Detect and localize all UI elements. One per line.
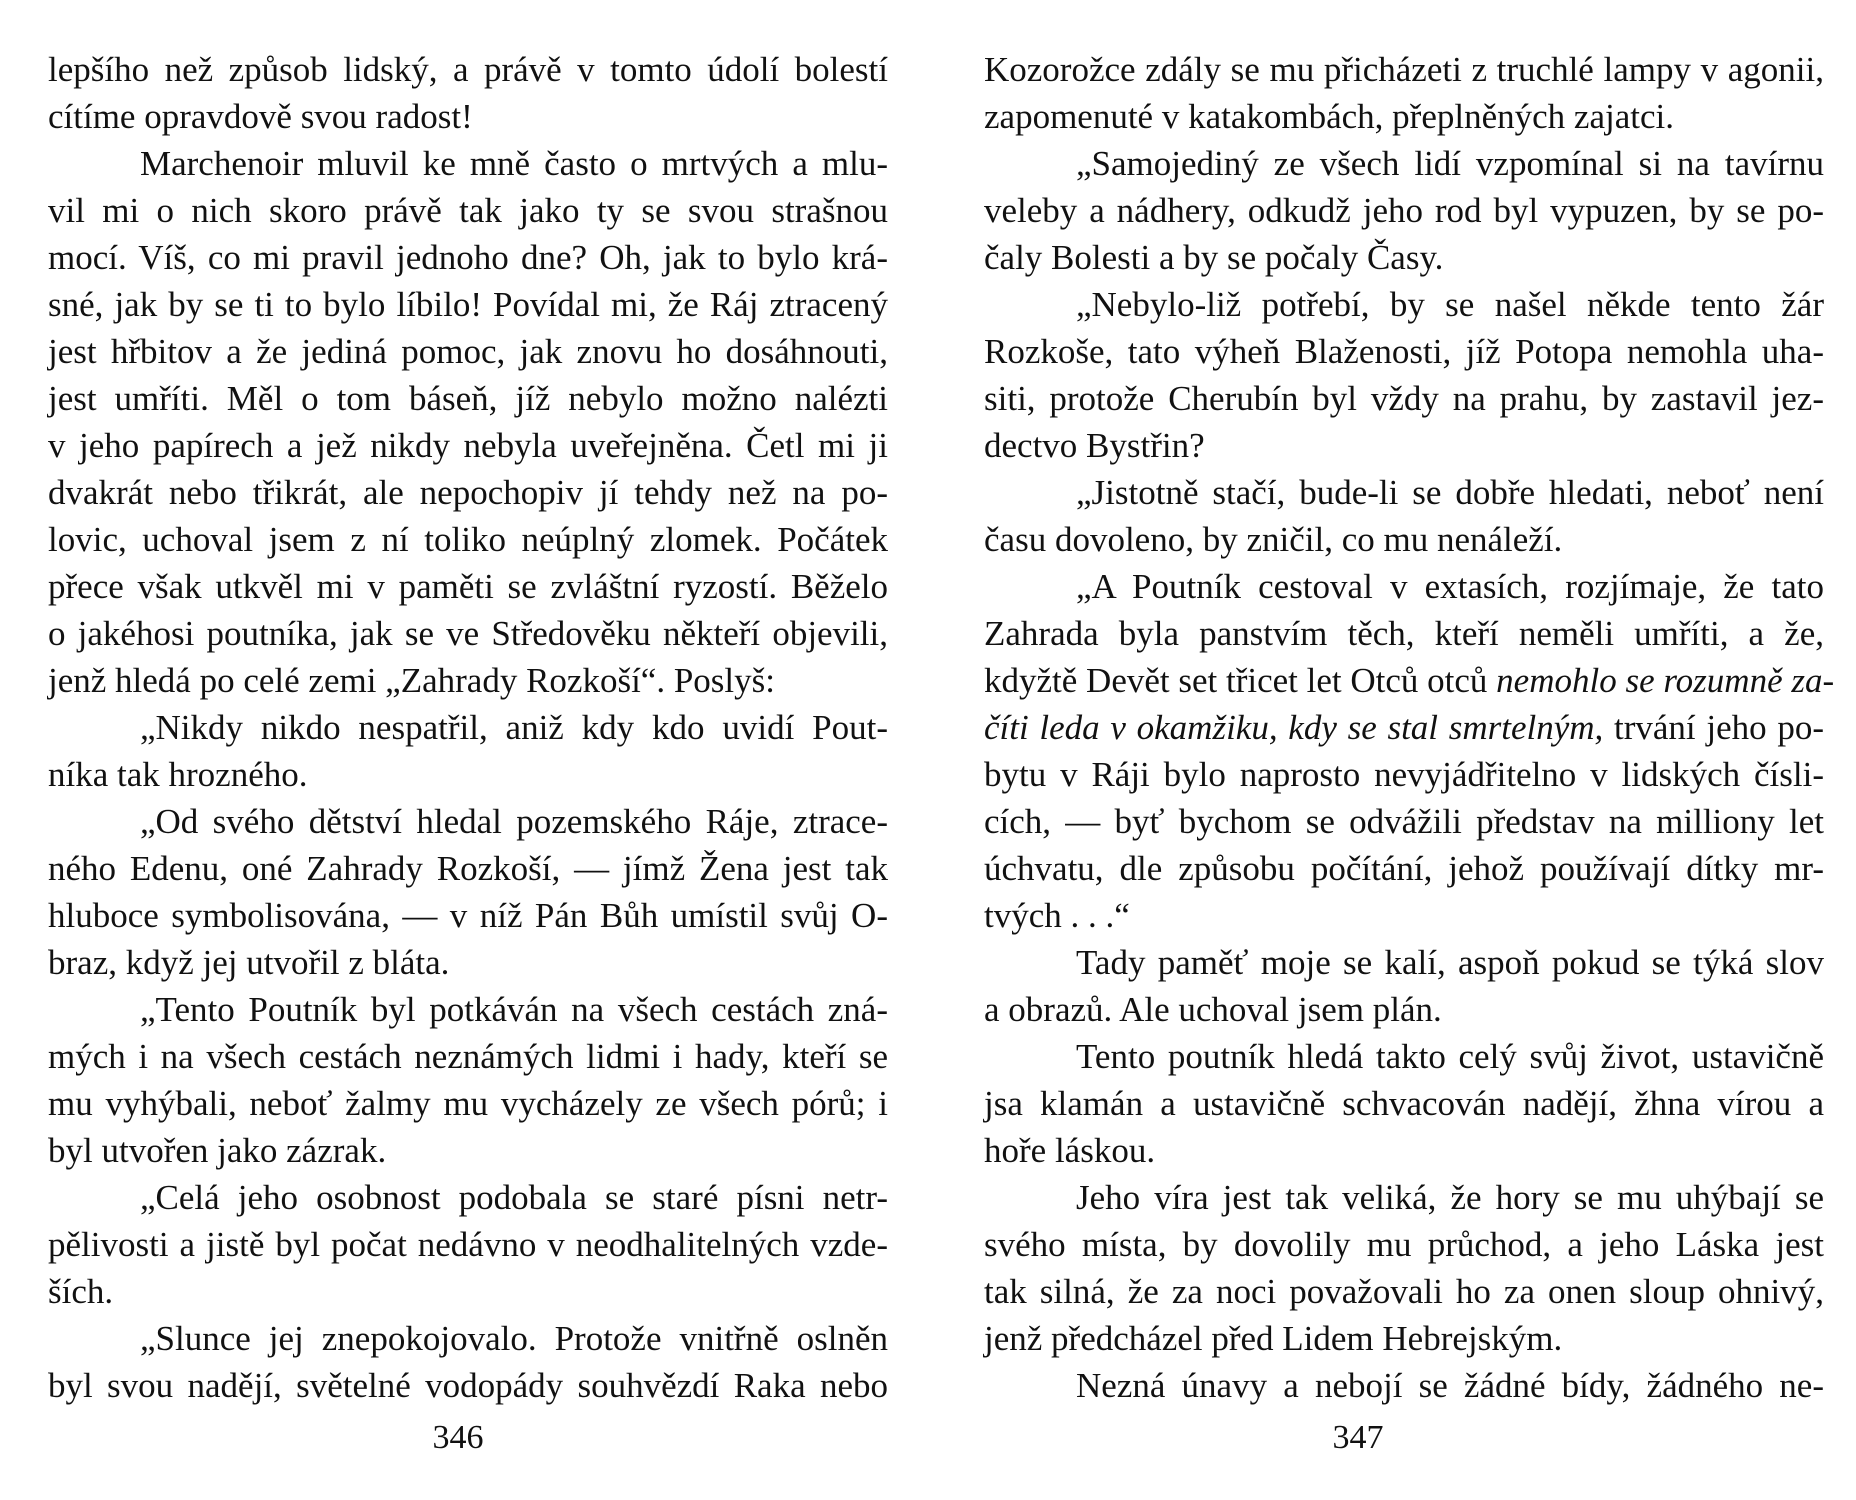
text-line: byl utvořen jako zázrak.	[48, 1131, 387, 1170]
italic-text-segment: nemohlo se rozumně za-	[1496, 661, 1835, 700]
text-line: Tady paměť moje se kalí, aspoň pokud se týká slov	[1076, 943, 1824, 982]
left-page-text	[48, 46, 888, 1409]
text-line: „Slunce jej znepokojovalo. Protože vnitřně oslněn	[140, 1319, 888, 1358]
text-line: jenž předcházel před Lidem Hebrejským.	[984, 1319, 1563, 1358]
text-line: svého místa, by dovolily mu průchod, a jeho Láska jest	[984, 1225, 1824, 1264]
text-line: mocí. Víš, co mi pravil jednoho dne? Oh, jak to bylo krá-	[48, 238, 888, 277]
text-line: „Od svého dětství hledal pozemského Ráje, ztrace-	[140, 802, 888, 841]
text-line: „Nikdy nikdo nespatřil, aniž kdy kdo uvidí Pout-	[140, 708, 888, 747]
text-line: dvakrát nebo třikrát, ale nepochopiv jí tehdy než na po-	[48, 473, 888, 512]
text-line: času dovoleno, by zničil, co mu nenáleží.	[984, 520, 1563, 559]
right-page	[928, 0, 1856, 1500]
text-line: tvých . . .“	[984, 896, 1130, 935]
text-line: lovic, uchoval jsem z ní toliko neúplný zlomek. Počátek	[48, 520, 888, 559]
text-line: „Tento Poutník byl potkáván na všech cestách zná-	[140, 990, 888, 1029]
text-line: Rozkoše, tato výheň Blaženosti, jíž Potopa nemohla uha-	[984, 332, 1824, 371]
text-segment: trvání jeho po-	[1603, 708, 1824, 747]
text-line: níka tak hrozného.	[48, 755, 308, 794]
text-line: cích, — byť bychom se odvážili představ na milliony let	[984, 802, 1824, 841]
text-line	[984, 704, 1824, 751]
text-line: jest hřbitov a že jediná pomoc, jak znovu ho dosáhnouti,	[48, 332, 888, 371]
text-line: v jeho papírech a jež nikdy nebyla uveřejněna. Četl mi ji	[48, 426, 888, 465]
text-line: sné, jak by se ti to bylo líbilo! Povídal mi, že Ráj ztracený	[48, 285, 888, 324]
text-line: Marchenoir mluvil ke mně často o mrtvých a mlu-	[140, 144, 888, 183]
right-page-text	[984, 46, 1835, 1409]
right-page-number: 347	[1332, 1419, 1384, 1456]
text-line: mu vyhýbali, neboť žalmy mu vycházely ze všech pórů; i	[48, 1084, 888, 1123]
text-line: úchvatu, dle způsobu počítání, jehož používají dítky mr-	[984, 849, 1824, 888]
text-line: „A Poutník cestoval v extasích, rozjímaje, že tato	[1076, 567, 1824, 606]
text-line: „Samojediný ze všech lidí vzpomínal si na tavírnu	[1076, 144, 1824, 183]
text-line: bytu v Ráji bylo naprosto nevyjádřitelno v lidských čísli-	[984, 755, 1824, 794]
text-line: jsa klamán a ustavičně schvacován nadějí, žhna vírou a	[984, 1084, 1824, 1123]
text-line: pělivosti a jistě byl počat nedávno v neodhalitelných vzde-	[48, 1225, 888, 1264]
text-segment: kdyžtě Devět set třicet let Otců otců	[984, 661, 1497, 700]
text-line: jenž hledá po celé zemi „Zahrady Rozkoší“. Poslyš:	[48, 661, 775, 700]
text-line: zapomenuté v katakombách, přeplněných zajatci.	[984, 97, 1674, 136]
text-line: lepšího než způsob lidský, a právě v tomto údolí bolestí	[48, 50, 888, 89]
text-line: dectvo Bystřin?	[984, 426, 1205, 465]
text-line: tak silná, že za noci považovali ho za onen sloup ohnivý,	[984, 1272, 1824, 1311]
text-line: Kozorožce zdály se mu přicházeti z truchlé lampy v agonii,	[984, 50, 1824, 89]
text-line: Zahrada byla panstvím těch, kteří neměli umříti, a že,	[984, 614, 1824, 653]
text-line: „Nebylo-liž potřebí, by se našel někde tento žár	[1076, 285, 1824, 324]
italic-text-segment: číti leda v okamžiku, kdy se stal smrtelným,	[984, 708, 1604, 747]
text-line: přece však utkvěl mi v paměti se zvláštní ryzostí. Běželo	[48, 567, 888, 606]
text-line: byl svou nadějí, světelné vodopády souhvězdí Raka nebo	[48, 1366, 888, 1405]
text-line: Jeho víra jest tak veliká, že hory se mu uhýbají se	[1076, 1178, 1824, 1217]
text-line: o jakéhosi poutníka, jak se ve Středověku někteří objevili,	[48, 614, 888, 653]
text-line: ších.	[48, 1272, 114, 1311]
text-line: mých i na všech cestách neznámých lidmi i hady, kteří se	[48, 1037, 888, 1076]
text-line	[984, 657, 1835, 704]
text-line: a obrazů. Ale uchoval jsem plán.	[984, 990, 1442, 1029]
text-line: hluboce symbolisována, — v níž Pán Bůh umístil svůj O-	[48, 896, 888, 935]
text-line: vil mi o nich skoro právě tak jako ty se svou strašnou	[48, 191, 888, 230]
text-line: „Jistotně stačí, bude-li se dobře hledati, neboť není	[1076, 473, 1824, 512]
text-line: siti, protože Cherubín byl vždy na prahu, by zastavil jez-	[984, 379, 1824, 418]
text-line: braz, když jej utvořil z bláta.	[48, 943, 450, 982]
text-line: Tento poutník hledá takto celý svůj život, ustavičně	[1076, 1037, 1824, 1076]
text-line: veleby a nádhery, odkudž jeho rod byl vypuzen, by se po-	[984, 191, 1824, 230]
text-line: ného Edenu, oné Zahrady Rozkoší, — jímž Žena jest tak	[48, 849, 888, 888]
text-line: Nezná únavy a nebojí se žádné bídy, žádného ne-	[1076, 1366, 1824, 1405]
text-line: jest umříti. Měl o tom báseň, jíž nebylo možno nalézti	[48, 379, 888, 418]
text-line: cítíme opravdově svou radost!	[48, 97, 473, 136]
left-page-number: 346	[432, 1419, 484, 1456]
text-line: „Celá jeho osobnost podobala se staré písni netr-	[140, 1178, 888, 1217]
text-line: hoře láskou.	[984, 1131, 1156, 1170]
text-line: čaly Bolesti a by se počaly Časy.	[984, 238, 1444, 277]
